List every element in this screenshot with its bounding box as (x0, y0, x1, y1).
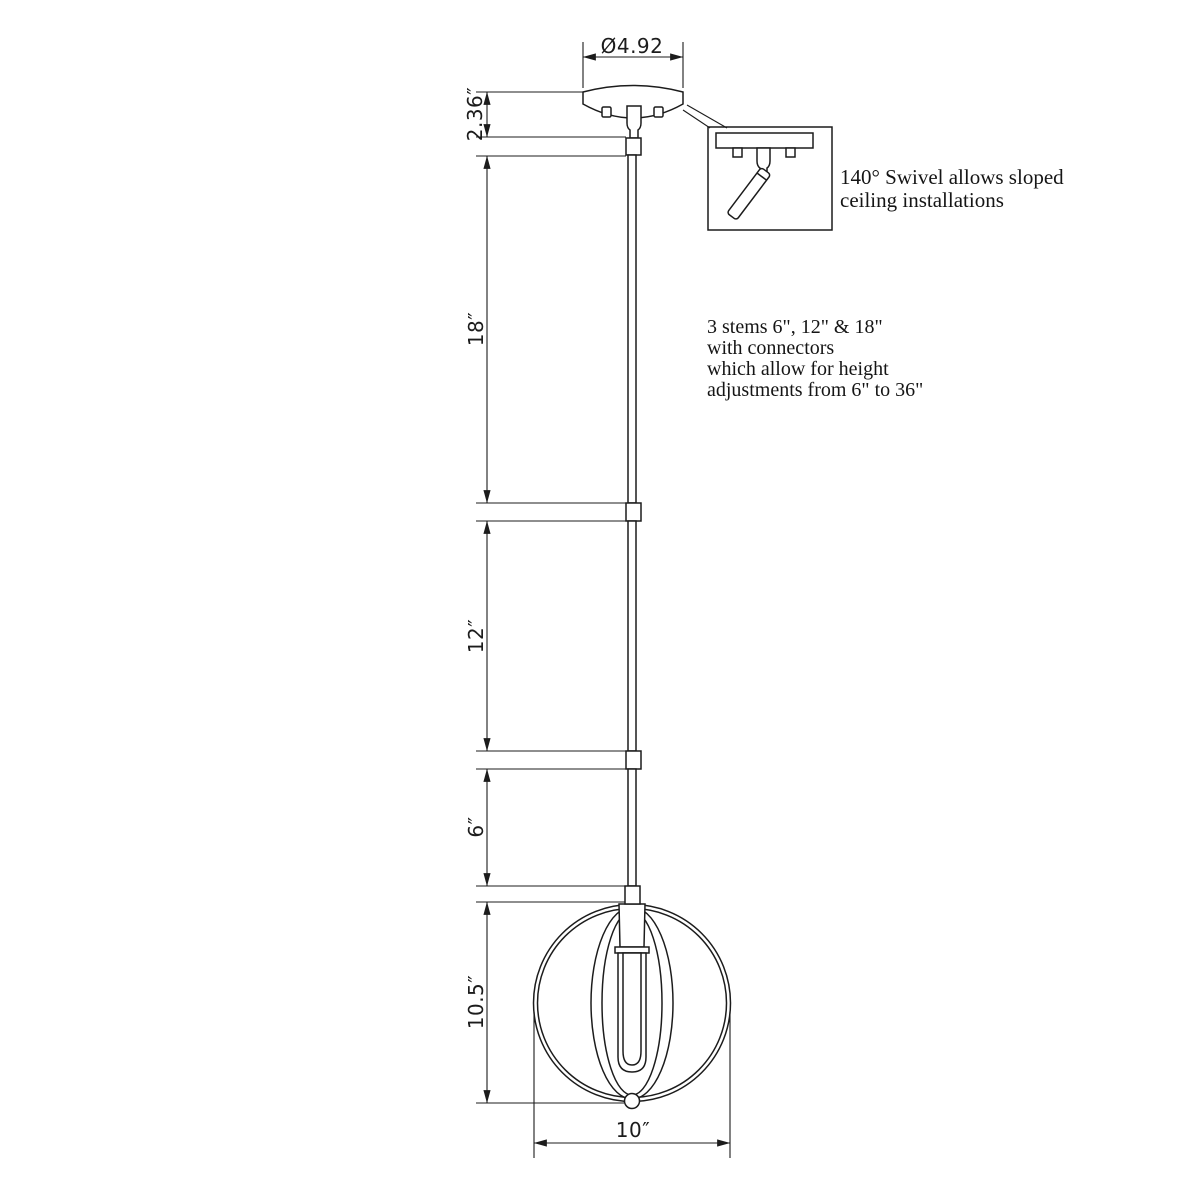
stem-connector (626, 138, 641, 155)
stem-12-dimension (464, 521, 626, 751)
canopy-and-stems (583, 86, 683, 905)
inset-stem-rod (727, 167, 771, 220)
lamp-tube-inner (623, 953, 641, 1065)
swivel-detail-inset (708, 127, 832, 230)
stem-18-label: 18″ (464, 311, 488, 347)
leader-lines (683, 105, 727, 128)
stem-18-dimension (464, 156, 626, 503)
canopy-diameter-label: Ø4.92 (600, 34, 664, 58)
swivel-note-line1: 140° Swivel allows sloped (840, 165, 1064, 189)
dimension-lines (463, 34, 730, 1158)
orb-shade (534, 904, 731, 1109)
canopy-peg (654, 107, 663, 117)
stems-note-line1: 3 stems 6", 12" & 18" (707, 316, 883, 338)
socket-lip (615, 947, 649, 953)
stem-6-label: 6″ (464, 816, 488, 838)
stem-6-dimension (464, 769, 626, 886)
canopy-height-label: 2.36″ (463, 86, 487, 142)
stem-12 (628, 521, 636, 751)
canopy-diameter-dimension (583, 34, 683, 88)
swivel-stub (627, 106, 641, 138)
inset-swiveled-stem (727, 167, 771, 220)
stems-note-line3: which allow for height (707, 358, 889, 380)
stem-6 (628, 769, 636, 886)
stem-18 (628, 155, 636, 503)
stems-note-line4: adjustments from 6" to 36" (707, 379, 924, 401)
shade-width-label: 10″ (615, 1118, 651, 1142)
shade-height-dimension (464, 902, 625, 1103)
shade-height-label: 10.5″ (464, 974, 488, 1030)
stem-connector (626, 503, 641, 521)
lamp-socket (619, 904, 645, 947)
orb-top-collar (625, 886, 640, 904)
orb-bottom-finial (625, 1094, 640, 1109)
inset-canopy-plate (716, 133, 813, 148)
stems-note-line2: with connectors (707, 337, 835, 359)
stem-connector (626, 751, 641, 769)
leader-line (683, 110, 710, 128)
annotations (707, 165, 1064, 401)
inset-peg (733, 148, 742, 157)
canopy-peg (602, 107, 611, 117)
inset-peg (786, 148, 795, 157)
stem-12-label: 12″ (464, 618, 488, 654)
swivel-note-line2: ceiling installations (840, 188, 1004, 212)
